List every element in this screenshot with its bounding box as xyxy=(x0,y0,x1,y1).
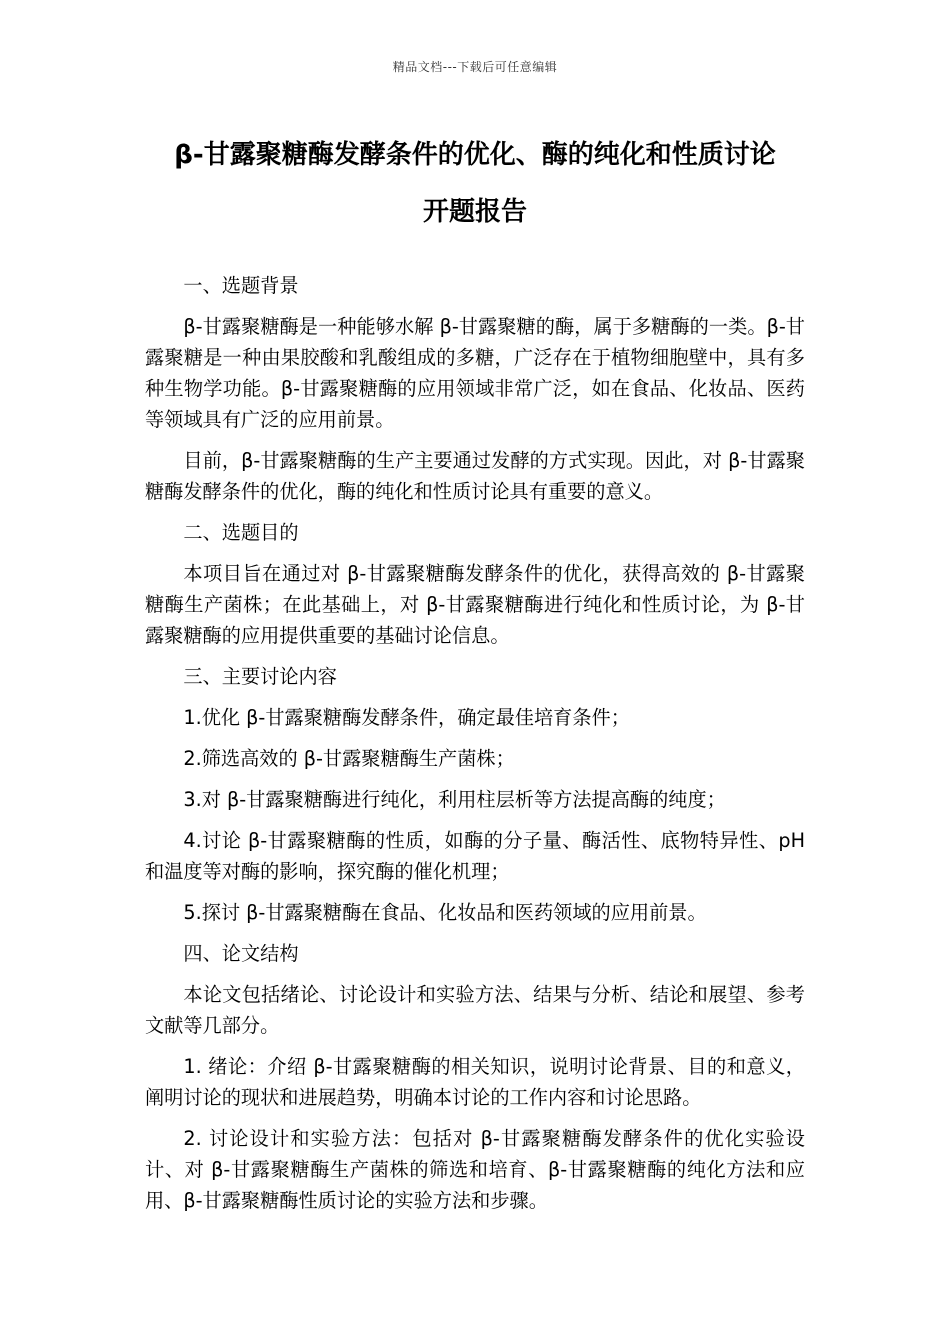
list-item: 5.探讨 β-甘露聚糖酶在食品、化妆品和医药领域的应用前景。 xyxy=(183,901,707,924)
paragraph: 目前，β-甘露聚糖酶的生产主要通过发酵的方式实现。因此，对 β-甘露聚糖酶发酵条件的优化，酶的纯化和性质讨论具有重要的意义。 xyxy=(145,449,805,503)
document-body xyxy=(145,270,805,1226)
paragraph: β-甘露聚糖酶是一种能够水解 β-甘露聚糖的酶，属于多糖酶的一类。β-甘露聚糖是一种由果胶酸和乳酸组成的多糖，广泛存在于植物细胞壁中，具有多种生物学功能。β-甘露聚糖酶的应用领域非常广泛，如在食品、化妆品、医药等领域具有广泛的应用前景。 xyxy=(145,315,805,431)
section-heading-purpose: 二、选题目的 xyxy=(183,521,299,544)
section-heading-content: 三、主要讨论内容 xyxy=(183,665,337,688)
page-title: β-甘露聚糖酶发酵条件的优化、酶的纯化和性质讨论 xyxy=(174,140,776,170)
list-item: 1.优化 β-甘露聚糖酶发酵条件，确定最佳培育条件； xyxy=(183,706,630,729)
list-item: 4.讨论 β-甘露聚糖酶的性质，如酶的分子量、酶活性、底物特异性、pH 和温度等对酶的影响，探究酶的催化机理； xyxy=(145,829,805,883)
list-item: 1. 绪论：介绍 β-甘露聚糖酶的相关知识，说明讨论背景、目的和意义，阐明讨论的现状和进展趋势，明确本讨论的工作内容和讨论思路。 xyxy=(145,1055,805,1109)
header-note: 精品文档---下载后可任意编辑 xyxy=(392,60,558,74)
paragraph: 本项目旨在通过对 β-甘露聚糖酶发酵条件的优化，获得高效的 β-甘露聚糖酶生产菌株；在此基础上，对 β-甘露聚糖酶进行纯化和性质讨论，为 β-甘露聚糖酶的应用提供重要的基础讨论信息。 xyxy=(145,562,805,647)
list-item: 2. 讨论设计和实验方法：包括对 β-甘露聚糖酶发酵条件的优化实验设计、对 β-甘露聚糖酶生产菌株的筛选和培育、β-甘露聚糖酶的纯化方法和应用、β-甘露聚糖酶性质讨论的实验方法和步骤。 xyxy=(145,1127,805,1212)
list-item: 3.对 β-甘露聚糖酶进行纯化，利用柱层析等方法提高酶的纯度； xyxy=(183,788,726,811)
paragraph: 本论文包括绪论、讨论设计和实验方法、结果与分析、结论和展望、参考文献等几部分。 xyxy=(145,983,805,1037)
section-heading-structure: 四、论文结构 xyxy=(183,942,299,965)
page-title-line2: 开题报告 xyxy=(422,197,527,227)
section-heading-background: 一、选题背景 xyxy=(183,274,299,297)
list-item: 2.筛选高效的 β-甘露聚糖酶生产菌株； xyxy=(183,747,515,770)
